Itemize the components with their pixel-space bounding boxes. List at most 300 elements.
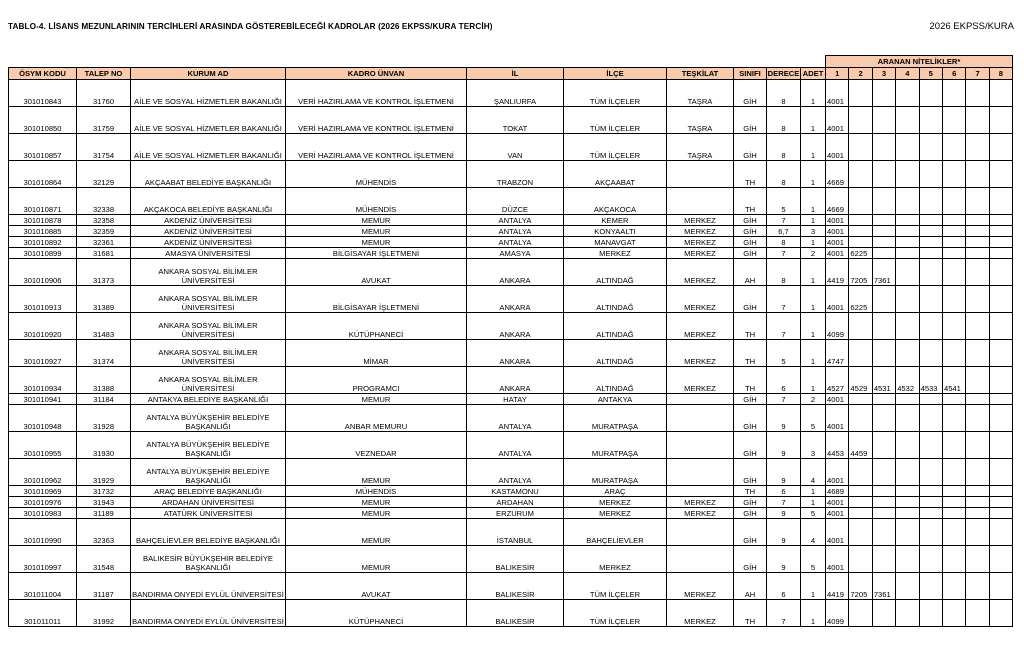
table-cell <box>989 367 1012 394</box>
table-cell: MEMUR <box>286 519 467 546</box>
table-cell: 31189 <box>77 508 131 519</box>
table-cell <box>849 394 872 405</box>
table-cell: AKDENİZ ÜNİVERSİTESİ <box>131 215 286 226</box>
table-cell: 7 <box>767 394 801 405</box>
table-cell: VEZNEDAR <box>286 432 467 459</box>
table-cell: 301010990 <box>9 519 77 546</box>
table-cell: 301010913 <box>9 286 77 313</box>
table-cell <box>667 405 734 432</box>
table-cell <box>896 405 919 432</box>
table-cell <box>989 497 1012 508</box>
table-cell: 4 <box>801 519 826 546</box>
table-cell: TH <box>734 486 767 497</box>
table-cell: BALIKESİR <box>467 600 564 627</box>
table-cell <box>896 259 919 286</box>
column-header: 2 <box>849 68 872 80</box>
table-cell: 32361 <box>77 237 131 248</box>
table-cell: 4419 <box>826 259 849 286</box>
table-cell: 1 <box>801 313 826 340</box>
column-header: TALEP NO <box>77 68 131 80</box>
table-cell <box>989 600 1012 627</box>
table-cell: 7 <box>767 313 801 340</box>
table-cell: 4533 <box>919 367 942 394</box>
table-cell <box>942 161 965 188</box>
table-cell: 31388 <box>77 367 131 394</box>
table-cell: BAHÇELİEVLER <box>564 519 667 546</box>
table-cell <box>872 340 895 367</box>
table-cell <box>896 546 919 573</box>
table-row <box>9 394 1013 405</box>
table-cell: 31754 <box>77 134 131 161</box>
table-cell <box>919 486 942 497</box>
table-cell: 1 <box>801 573 826 600</box>
table-row <box>9 226 1013 237</box>
table-cell <box>667 459 734 486</box>
table-cell <box>942 237 965 248</box>
table-cell: KEMER <box>564 215 667 226</box>
table-cell <box>872 546 895 573</box>
table-cell <box>896 486 919 497</box>
table-row <box>9 248 1013 259</box>
table-cell <box>966 215 989 226</box>
table-cell <box>942 432 965 459</box>
positions-table <box>8 55 1013 627</box>
table-row <box>9 497 1013 508</box>
column-header: ADET <box>801 68 826 80</box>
table-cell: VERİ HAZIRLAMA VE KONTROL İŞLETMENİ <box>286 134 467 161</box>
table-cell <box>896 497 919 508</box>
table-cell <box>849 459 872 486</box>
table-cell <box>989 432 1012 459</box>
table-cell: ANTALYA BÜYÜKŞEHİR BELEDİYE BAŞKANLIĞI <box>131 405 286 432</box>
table-cell <box>849 600 872 627</box>
table-cell: 2 <box>801 394 826 405</box>
table-cell: TAŞRA <box>667 107 734 134</box>
table-cell <box>942 188 965 215</box>
table-cell: 4532 <box>896 367 919 394</box>
table-cell: 1 <box>801 134 826 161</box>
table-cell: 6,7 <box>767 226 801 237</box>
table-cell <box>872 497 895 508</box>
table-cell <box>942 546 965 573</box>
table-cell <box>989 405 1012 432</box>
table-cell <box>872 508 895 519</box>
table-cell: ANTALYA <box>467 237 564 248</box>
table-cell: ANTALYA BÜYÜKŞEHİR BELEDİYE BAŞKANLIĞI <box>131 459 286 486</box>
table-cell <box>942 259 965 286</box>
table-row <box>9 519 1013 546</box>
table-cell <box>872 519 895 546</box>
table-cell: 1 <box>801 161 826 188</box>
table-row <box>9 340 1013 367</box>
table-cell: ANKARA <box>467 367 564 394</box>
table-cell: 4527 <box>826 367 849 394</box>
table-cell: 4541 <box>942 367 965 394</box>
table-cell: 8 <box>767 80 801 107</box>
table-cell: 4001 <box>826 497 849 508</box>
table-cell: 301010885 <box>9 226 77 237</box>
table-cell: TÜM İLÇELER <box>564 107 667 134</box>
table-cell: GİH <box>734 226 767 237</box>
table-cell: AKDENİZ ÜNİVERSİTESİ <box>131 237 286 248</box>
table-cell <box>966 573 989 600</box>
table-cell <box>849 519 872 546</box>
table-cell <box>919 134 942 161</box>
table-cell <box>989 519 1012 546</box>
table-cell: TRABZON <box>467 161 564 188</box>
table-cell <box>966 80 989 107</box>
table-cell: 4459 <box>849 432 872 459</box>
table-cell <box>942 340 965 367</box>
table-cell: 1 <box>801 600 826 627</box>
table-cell: ALTINDAĞ <box>564 367 667 394</box>
table-cell: MERKEZ <box>667 248 734 259</box>
table-cell: MERKEZ <box>564 546 667 573</box>
table-cell <box>919 459 942 486</box>
table-cell: KÜTÜPHANECİ <box>286 313 467 340</box>
table-cell: 4001 <box>826 546 849 573</box>
table-cell: GİH <box>734 508 767 519</box>
table-cell: 6225 <box>849 248 872 259</box>
table-cell: 301010948 <box>9 405 77 432</box>
table-cell <box>966 313 989 340</box>
table-cell: 301010864 <box>9 161 77 188</box>
table-cell <box>667 394 734 405</box>
table-cell <box>872 188 895 215</box>
table-cell: 1 <box>801 215 826 226</box>
table-cell <box>872 432 895 459</box>
table-cell: MEMUR <box>286 546 467 573</box>
table-cell: ANTALYA <box>467 405 564 432</box>
table-cell: 3 <box>801 432 826 459</box>
table-cell: 6 <box>767 486 801 497</box>
table-cell <box>989 313 1012 340</box>
table-cell: GİH <box>734 286 767 313</box>
table-row <box>9 286 1013 313</box>
table-cell: TH <box>734 188 767 215</box>
table-cell <box>896 519 919 546</box>
table-cell: MERKEZ <box>667 259 734 286</box>
table-cell: GİH <box>734 432 767 459</box>
table-cell: 7 <box>767 215 801 226</box>
table-cell <box>919 80 942 107</box>
table-cell: MERKEZ <box>667 600 734 627</box>
table-cell: 301011004 <box>9 573 77 600</box>
table-cell: KONYAALTI <box>564 226 667 237</box>
column-header: 4 <box>896 68 919 80</box>
table-cell: TÜM İLÇELER <box>564 80 667 107</box>
table-row <box>9 237 1013 248</box>
table-cell <box>849 486 872 497</box>
table-cell <box>667 486 734 497</box>
table-cell: 6 <box>767 367 801 394</box>
table-cell: ANTAKYA BELEDİYE BAŞKANLIĞI <box>131 394 286 405</box>
table-cell: BANDIRMA ONYEDİ EYLÜL ÜNİVERSİTESİ <box>131 573 286 600</box>
table-cell: ATATÜRK ÜNİVERSİTESİ <box>131 508 286 519</box>
table-cell: MANAVGAT <box>564 237 667 248</box>
table-cell <box>896 161 919 188</box>
table-cell: ARAÇ <box>564 486 667 497</box>
table-cell <box>872 394 895 405</box>
table-cell: 4 <box>801 459 826 486</box>
qualifications-header: ARANAN NİTELİKLER* <box>826 56 1013 68</box>
table-row <box>9 134 1013 161</box>
table-cell <box>942 573 965 600</box>
column-header: DERECE <box>767 69 800 78</box>
table-cell <box>919 313 942 340</box>
table-cell: 8 <box>767 161 801 188</box>
table-cell <box>966 508 989 519</box>
table-row <box>9 80 1013 107</box>
table-cell <box>919 286 942 313</box>
table-row <box>9 367 1013 394</box>
table-cell: 9 <box>767 459 801 486</box>
table-cell: 1 <box>801 286 826 313</box>
table-cell: GİH <box>734 248 767 259</box>
table-cell: 32359 <box>77 226 131 237</box>
table-cell: 301010920 <box>9 313 77 340</box>
table-cell <box>942 248 965 259</box>
table-cell <box>872 248 895 259</box>
table-cell: PROGRAMCI <box>286 367 467 394</box>
table-cell: 301010997 <box>9 546 77 573</box>
table-cell: MÜHENDİS <box>286 161 467 188</box>
table-cell: VERİ HAZIRLAMA VE KONTROL İŞLETMENİ <box>286 107 467 134</box>
table-cell <box>919 546 942 573</box>
table-cell <box>942 497 965 508</box>
table-cell <box>896 107 919 134</box>
column-header: KURUM AD <box>131 68 286 80</box>
table-cell <box>942 508 965 519</box>
table-cell: GİH <box>734 134 767 161</box>
table-cell: 32363 <box>77 519 131 546</box>
table-cell: TAŞRA <box>667 134 734 161</box>
table-cell <box>966 107 989 134</box>
table-cell <box>966 340 989 367</box>
table-cell: MERKEZ <box>667 237 734 248</box>
table-cell <box>896 459 919 486</box>
table-cell <box>849 215 872 226</box>
table-cell <box>849 340 872 367</box>
table-cell: 2 <box>801 248 826 259</box>
table-cell <box>896 248 919 259</box>
table-cell: VERİ HAZIRLAMA VE KONTROL İŞLETMENİ <box>286 80 467 107</box>
column-header: 3 <box>872 68 895 80</box>
column-header: ÖSYM KODU <box>9 68 77 80</box>
table-cell: BİLGİSAYAR İŞLETMENİ <box>286 286 467 313</box>
table-cell: 31759 <box>77 107 131 134</box>
table-cell <box>872 215 895 226</box>
table-cell: 31760 <box>77 80 131 107</box>
table-cell: 301010892 <box>9 237 77 248</box>
column-header: 6 <box>942 68 965 80</box>
table-cell: 7361 <box>872 573 895 600</box>
table-cell: 301010962 <box>9 459 77 486</box>
table-cell: 301010976 <box>9 497 77 508</box>
table-cell: 31681 <box>77 248 131 259</box>
table-cell: ALTINDAĞ <box>564 259 667 286</box>
table-cell <box>919 340 942 367</box>
table-cell: 301011011 <box>9 600 77 627</box>
table-cell: ALTINDAĞ <box>564 286 667 313</box>
table-cell: 4453 <box>826 432 849 459</box>
table-cell: 9 <box>767 508 801 519</box>
table-cell: ANKARA SOSYAL BİLİMLER ÜNİVERSİTESİ <box>131 286 286 313</box>
table-cell <box>942 313 965 340</box>
table-cell: BALIKESİR <box>467 546 564 573</box>
table-row <box>9 107 1013 134</box>
table-cell: MERKEZ <box>667 508 734 519</box>
table-cell <box>872 237 895 248</box>
table-cell: BAHÇELİEVLER BELEDİYE BAŞKANLIĞI <box>131 519 286 546</box>
table-cell: BANDIRMA ONYEDİ EYLÜL ÜNİVERSİTESİ <box>131 600 286 627</box>
table-cell <box>919 600 942 627</box>
table-cell <box>966 188 989 215</box>
table-cell: 4001 <box>826 237 849 248</box>
table-cell <box>872 459 895 486</box>
table-cell: GİH <box>734 80 767 107</box>
table-cell: 4099 <box>826 600 849 627</box>
table-cell: 6225 <box>849 286 872 313</box>
table-cell: ANKARA SOSYAL BİLİMLER ÜNİVERSİTESİ <box>131 340 286 367</box>
table-cell: GİH <box>734 546 767 573</box>
table-cell: 7 <box>767 248 801 259</box>
table-cell: ANKARA <box>467 313 564 340</box>
table-cell: 32129 <box>77 161 131 188</box>
table-cell: AKÇAABAT <box>564 161 667 188</box>
table-cell: MURATPAŞA <box>564 405 667 432</box>
table-cell <box>942 459 965 486</box>
table-cell: 4001 <box>826 226 849 237</box>
table-cell <box>896 215 919 226</box>
table-cell: ANKARA <box>467 286 564 313</box>
table-cell: MEMUR <box>286 508 467 519</box>
table-cell: 7205 <box>849 259 872 286</box>
table-cell: İSTANBUL <box>467 519 564 546</box>
table-cell: 9 <box>767 546 801 573</box>
table-cell: 5 <box>767 340 801 367</box>
column-header: 7 <box>966 68 989 80</box>
table-cell <box>872 134 895 161</box>
table-cell <box>966 286 989 313</box>
table-cell: 301010934 <box>9 367 77 394</box>
table-cell <box>896 80 919 107</box>
table-cell <box>942 486 965 497</box>
table-cell: 4669 <box>826 161 849 188</box>
table-cell <box>872 161 895 188</box>
table-cell: 31943 <box>77 497 131 508</box>
table-cell <box>989 161 1012 188</box>
table-cell: AİLE VE SOSYAL HİZMETLER BAKANLIĞI <box>131 134 286 161</box>
table-cell: 4099 <box>826 313 849 340</box>
table-cell <box>942 80 965 107</box>
table-cell: 31930 <box>77 432 131 459</box>
table-cell: 4001 <box>826 80 849 107</box>
table-cell <box>966 459 989 486</box>
table-cell <box>896 508 919 519</box>
table-cell <box>872 226 895 237</box>
table-cell <box>667 546 734 573</box>
table-cell: 5 <box>767 188 801 215</box>
table-cell: MERKEZ <box>564 508 667 519</box>
table-cell: 31374 <box>77 340 131 367</box>
table-cell <box>989 188 1012 215</box>
table-cell: 1 <box>801 259 826 286</box>
table-cell: 8 <box>767 237 801 248</box>
table-cell: ANTALYA <box>467 459 564 486</box>
table-cell <box>919 107 942 134</box>
table-cell <box>989 573 1012 600</box>
table-cell: AKÇAKOCA <box>564 188 667 215</box>
table-cell: 31373 <box>77 259 131 286</box>
table-cell: 8 <box>767 259 801 286</box>
column-header: KADRO ÜNVAN <box>286 68 467 80</box>
table-cell: BİLGİSAYAR İŞLETMENİ <box>286 248 467 259</box>
table-cell: 31483 <box>77 313 131 340</box>
column-header: 1 <box>826 68 849 80</box>
table-body <box>9 80 1013 627</box>
table-cell: 8 <box>767 107 801 134</box>
table-cell: MÜHENDİS <box>286 486 467 497</box>
table-cell: 31928 <box>77 405 131 432</box>
table-cell: MERKEZ <box>667 313 734 340</box>
table-cell: ARAÇ BELEDİYE BAŞKANLIĞI <box>131 486 286 497</box>
table-cell: MEMUR <box>286 215 467 226</box>
table-cell <box>942 394 965 405</box>
table-cell <box>919 226 942 237</box>
table-cell: AMASYA <box>467 248 564 259</box>
table-cell <box>919 508 942 519</box>
table-cell <box>849 313 872 340</box>
table-cell: 4001 <box>826 394 849 405</box>
table-cell: ARDAHAN ÜNİVERSİTESİ <box>131 497 286 508</box>
table-cell: TH <box>734 600 767 627</box>
table-cell: ANTAKYA <box>564 394 667 405</box>
table-cell: ANTALYA BÜYÜKŞEHİR BELEDİYE BAŞKANLIĞI <box>131 432 286 459</box>
table-cell: 6 <box>767 573 801 600</box>
table-row <box>9 508 1013 519</box>
table-cell <box>919 188 942 215</box>
table-cell <box>896 600 919 627</box>
column-header: TEŞKİLAT <box>667 68 734 80</box>
table-cell: AVUKAT <box>286 573 467 600</box>
table-cell <box>667 188 734 215</box>
table-cell: MURATPAŞA <box>564 459 667 486</box>
table-cell <box>919 519 942 546</box>
table-cell: 301010983 <box>9 508 77 519</box>
table-cell <box>942 405 965 432</box>
table-cell <box>966 248 989 259</box>
table-cell: MERKEZ <box>564 497 667 508</box>
table-cell: 4531 <box>872 367 895 394</box>
table-cell <box>966 600 989 627</box>
table-cell: 1 <box>801 237 826 248</box>
table-cell: MURATPAŞA <box>564 432 667 459</box>
table-cell: TOKAT <box>467 107 564 134</box>
table-cell <box>919 497 942 508</box>
table-row <box>9 405 1013 432</box>
table-cell: ŞANLIURFA <box>467 80 564 107</box>
table-cell: GİH <box>734 394 767 405</box>
table-cell <box>942 134 965 161</box>
table-cell: 1 <box>801 486 826 497</box>
table-cell: AKÇAABAT BELEDİYE BAŞKANLIĞI <box>131 161 286 188</box>
column-header: SINIFI <box>734 68 767 80</box>
table-cell: 7 <box>767 497 801 508</box>
table-cell: GİH <box>734 237 767 248</box>
table-cell: MEMUR <box>286 394 467 405</box>
column-header-row <box>9 68 1013 80</box>
